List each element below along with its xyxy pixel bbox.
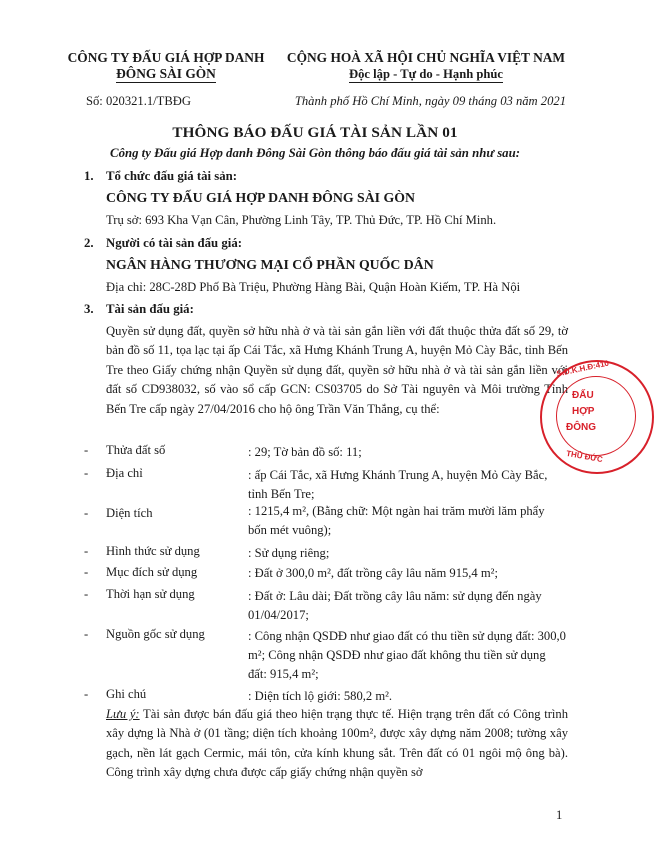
detail-dash: - <box>84 506 89 520</box>
detail-value: : ấp Cái Tắc, xã Hưng Khánh Trung A, huyện Mỏ Cày Bắc, tỉnh Bến Tre; <box>248 468 548 501</box>
detail-label: Diện tích <box>106 506 153 520</box>
document-date: Thành phố Hồ Chí Minh, ngày 09 tháng 03 năm 2021 <box>294 94 566 108</box>
national-motto-header <box>276 50 576 82</box>
asset-description: Quyền sử dụng đất, quyền sở hữu nhà ở và tài sản gắn liền với đất thuộc thửa đất số 29, tờ bản đồ số 11, tọa lạc tại ấp Cái Tắc, xã Hưng Khánh Trung A, huyện Mỏ Cày Bắc, tỉnh Bến Tre theo Giấy chứng nhận Quyền sử dụng đất, quyền sở hữu nhà ở và tài sản gắn liền với đất số CD938032, số vào sổ cấp GCN: CS03705 do Sở Tài nguyên và Môi trường Tỉnh Bến Tre cấp ngày 27/04/2016 cho hộ ông Trần Văn Thắng, cụ thể: <box>106 324 568 416</box>
detail-value: : Đất ở: Lâu dài; Đất trồng cây lâu năm: sử dụng đến ngày 01/04/2017; <box>248 589 542 622</box>
section-heading: Tài sản đấu giá: <box>106 302 194 316</box>
organization-header <box>60 50 272 82</box>
detail-dash: - <box>84 687 89 701</box>
detail-label: Ghi chú <box>106 687 147 701</box>
detail-value: : Diện tích lộ giới: 580,2 m². <box>248 689 393 703</box>
seal-top-text: S.Đ.K.H.Đ:410 <box>555 358 610 379</box>
document-number: Số: 020321.1/TBĐG <box>86 94 191 108</box>
page-number: 1 <box>556 808 563 822</box>
section-heading: Người có tài sản đấu giá: <box>106 236 242 250</box>
document-intro: Công ty Đấu giá Hợp danh Đông Sài Gòn thông báo đấu giá tài sản như sau: <box>110 146 520 160</box>
asset-owner-name: NGÂN HÀNG THƯƠNG MẠI CỔ PHẦN QUỐC DÂN <box>106 257 434 272</box>
auction-organization-name: CÔNG TY ĐẤU GIÁ HỢP DANH ĐÔNG SÀI GÒN <box>106 190 415 205</box>
detail-label: Thời hạn sử dụng <box>106 587 195 601</box>
auction-organization-address: Trụ sở: 693 Kha Vạn Cân, Phường Linh Tây, TP. Thủ Đức, TP. Hồ Chí Minh. <box>106 213 497 227</box>
note-paragraph <box>106 705 568 783</box>
detail-dash: - <box>84 627 89 641</box>
section-number: 1. <box>84 169 94 183</box>
note-label: Lưu ý: <box>106 707 140 721</box>
detail-label: Nguồn gốc sử dụng <box>106 627 205 641</box>
detail-dash: - <box>84 443 89 457</box>
organization-name-line1: CÔNG TY ĐẤU GIÁ HỢP DANH <box>67 50 265 65</box>
organization-name-line2: ĐÔNG SÀI GÒN <box>116 66 216 81</box>
seal-bottom-text: THỦ ĐỨC <box>565 448 604 465</box>
asset-owner-address: Địa chỉ: 28C-28D Phố Bà Triệu, Phường Hàng Bài, Quận Hoàn Kiếm, TP. Hà Nội <box>106 280 521 294</box>
detail-label: Mục đích sử dụng <box>106 565 198 579</box>
detail-dash: - <box>84 565 89 579</box>
national-motto: Độc lập - Tự do - Hạnh phúc <box>349 67 503 81</box>
detail-dash: - <box>84 544 89 558</box>
section-number: 2. <box>84 236 94 250</box>
seal-text-line3: ĐÔNG <box>566 422 596 433</box>
detail-label: Địa chỉ <box>106 466 143 480</box>
detail-label: Thửa đất số <box>106 443 166 457</box>
section-number: 3. <box>84 302 94 316</box>
detail-label: Hình thức sử dụng <box>106 544 200 558</box>
detail-value: : Công nhận QSDĐ như giao đất có thu tiền sử dụng đất: 300,0 m²; Công nhận QSDĐ như giao đất không thu tiền sử dụng đất: 915,4 m²; <box>248 629 566 681</box>
detail-value: : Đất ở 300,0 m², đất trồng cây lâu năm 915,4 m²; <box>248 566 498 580</box>
detail-value: : Sử dụng riêng; <box>248 546 330 560</box>
document-title: THÔNG BÁO ĐẤU GIÁ TÀI SẢN LẦN 01 <box>172 124 458 141</box>
note-text: Tài sản được bán đấu giá theo hiện trạng thực tế. Hiện trạng trên đất có Công trình xây dựng là Nhà ở (01 tầng; diện tích khoảng 100m², được xây dựng năm 2008; tường xây gạch, nền lát gạch Cermic, mái tôn, cửa kính khung sắt. Trên đất có 01 ngôi mộ ông bà). Công trình xây dựng chưa được cấp giấy chứng nhận quyền sở <box>106 707 568 780</box>
country-name: CỘNG HOÀ XÃ HỘI CHỦ NGHĨA VIỆT NAM <box>286 50 566 65</box>
section-heading: Tổ chức đấu giá tài sản: <box>106 169 238 183</box>
seal-text-line2: HỢP <box>572 406 595 417</box>
company-seal-stamp <box>540 360 654 474</box>
detail-value: : 29; Tờ bản đồ số: 11; <box>248 445 362 459</box>
detail-dash: - <box>84 587 89 601</box>
seal-inner-ring <box>556 376 636 456</box>
detail-value: : 1215,4 m², (Bằng chữ: Một ngàn hai trăm mười lăm phẩy bốn mét vuông); <box>248 504 545 537</box>
seal-text-line1: ĐẤU <box>572 390 594 401</box>
detail-dash: - <box>84 466 89 480</box>
